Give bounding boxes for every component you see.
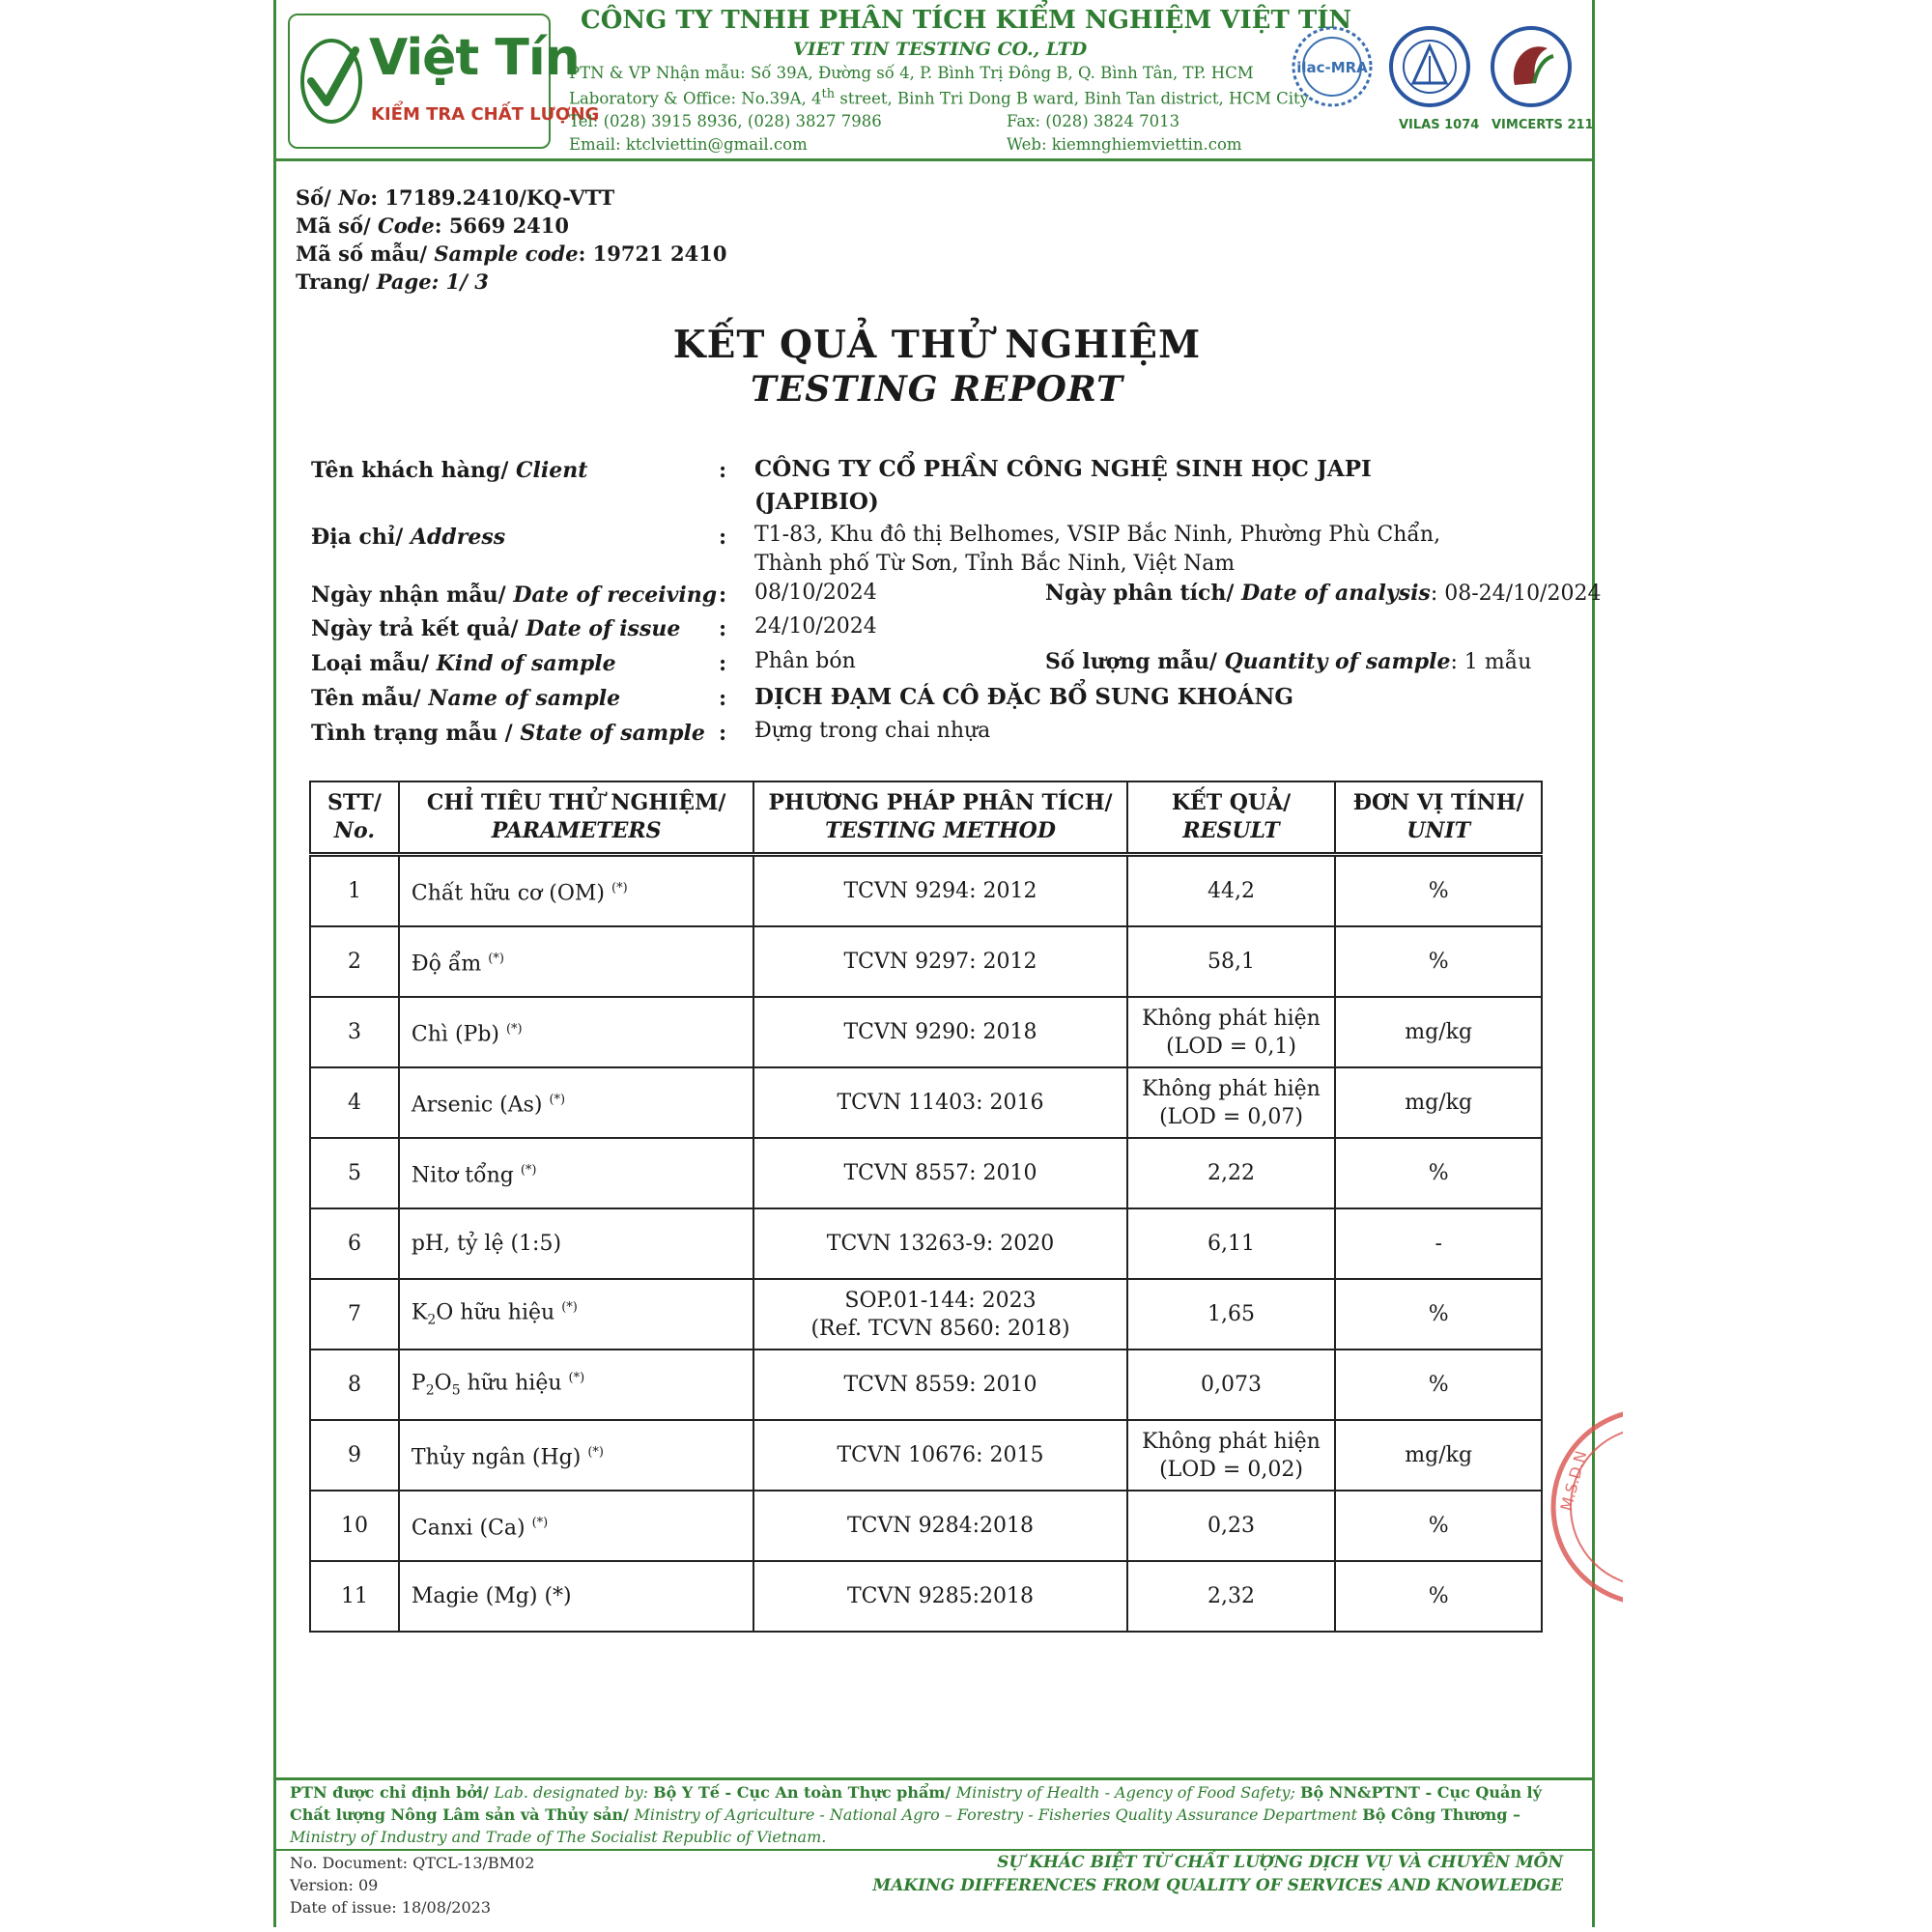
row-no: 4 (310, 1067, 399, 1138)
row-result: 0,073 (1127, 1350, 1336, 1420)
vimcerts-label: VIMCERTS 211 (1492, 118, 1594, 132)
row-unit: % (1335, 1491, 1542, 1561)
address-en: Laboratory & Office: No.39A, 4th street, Binh Tri Dong B ward, Binh Tan district, HCM City (569, 87, 1310, 108)
table-row (310, 997, 1542, 1067)
row-method: TCVN 9284:2018 (753, 1491, 1126, 1561)
row-result: 2,32 (1127, 1561, 1336, 1632)
row-unit: % (1335, 1138, 1542, 1208)
company-name-en: VIET TIN TESTING CO., LTD (793, 39, 1088, 60)
row-method: TCVN 9294: 2012 (753, 855, 1126, 927)
client-value-line2: (JAPIBIO) (754, 489, 879, 515)
date-analysis: Ngày phân tích/ Date of analysis: 08-24/10/2024 (1045, 581, 1602, 606)
col-header-parameters: CHỈ TIÊU THỬ NGHIỆM/ PARAMETERS (399, 781, 753, 855)
company-seal-stamp-icon (1546, 1396, 1623, 1618)
date-issue-label: Ngày trả kết quả/ Date of issue (311, 616, 681, 641)
row-no: 6 (310, 1208, 399, 1279)
row-result: Không phát hiện (LOD = 0,1) (1127, 997, 1336, 1067)
name-of-sample-value: DỊCH ĐẠM CÁ CÔ ĐẶC BỔ SUNG KHOÁNG (754, 684, 1294, 710)
email: Email: ktclviettin@gmail.com (569, 135, 808, 154)
kind-of-sample-value: Phân bón (754, 649, 856, 673)
row-unit: % (1335, 1279, 1542, 1350)
quantity-of-sample: Số lượng mẫu/ Quantity of sample: 1 mẫu (1045, 649, 1532, 674)
document-date: Date of issue: 18/08/2023 (290, 1898, 491, 1917)
document-number: No. Document: QTCL-13/BM02 (290, 1854, 535, 1872)
table-row (310, 1208, 1542, 1279)
document-version: Version: 09 (290, 1876, 379, 1894)
row-no: 9 (310, 1420, 399, 1491)
row-result: 1,65 (1127, 1279, 1336, 1350)
colon: : (719, 582, 727, 608)
logo-tagline: KIỂM TRA CHẤT LƯỢNG (371, 104, 600, 125)
date-receiving-value: 08/10/2024 (754, 581, 877, 605)
row-parameter: Canxi (Ca) (*) (399, 1491, 753, 1561)
logo-name: Việt Tín (369, 29, 580, 87)
row-method: TCVN 9285:2018 (753, 1561, 1126, 1632)
row-no: 11 (310, 1561, 399, 1632)
website: Web: kiemnghiemviettin.com (1007, 135, 1242, 154)
row-no: 2 (310, 926, 399, 997)
row-method: TCVN 9297: 2012 (753, 926, 1126, 997)
row-no: 5 (310, 1138, 399, 1208)
client-label: Tên khách hàng/ Client (311, 458, 588, 483)
page-number: Trang/ Page: 1/ 3 (296, 270, 489, 294)
row-no: 1 (310, 855, 399, 927)
report-title-vn: KẾT QUẢ THỬ NGHIỆM (672, 323, 1202, 367)
address-value-line1: T1-83, Khu đô thị Belhomes, VSIP Bắc Ninh, Phường Phù Chẩn, (754, 523, 1441, 547)
row-method: SOP.01-144: 2023 (Ref. TCVN 8560: 2018) (753, 1279, 1126, 1350)
row-method: TCVN 9290: 2018 (753, 997, 1126, 1067)
row-unit: % (1335, 1561, 1542, 1632)
date-issue-value: 24/10/2024 (754, 614, 877, 639)
address-label: Địa chỉ/ Address (311, 525, 506, 550)
row-result: 44,2 (1127, 855, 1336, 927)
ilac-mra-badge-icon (1291, 25, 1374, 108)
row-result: 6,11 (1127, 1208, 1336, 1279)
col-header-unit: ĐƠN VỊ TÍNH/ UNIT (1335, 781, 1542, 855)
row-result: 2,22 (1127, 1138, 1336, 1208)
viettin-logo (288, 14, 600, 149)
colon: : (719, 686, 727, 711)
report-page (273, 0, 1602, 1927)
table-row (310, 1138, 1542, 1208)
vimcerts-badge-icon (1490, 25, 1573, 108)
company-name-vn: CÔNG TY TNHH PHÂN TÍCH KIỂM NGHIỆM VIỆT TÍN (581, 6, 1352, 35)
row-result: Không phát hiện (LOD = 0,07) (1127, 1067, 1336, 1138)
row-method: TCVN 13263-9: 2020 (753, 1208, 1126, 1279)
row-method: TCVN 10676: 2015 (753, 1420, 1126, 1491)
row-unit: % (1335, 926, 1542, 997)
table-row (310, 1491, 1542, 1561)
report-number: Số/ No: 17189.2410/KQ-VTT (296, 185, 615, 210)
table-row (310, 1561, 1542, 1632)
row-result: 0,23 (1127, 1491, 1336, 1561)
row-unit: - (1335, 1208, 1542, 1279)
sample-code: Mã số mẫu/ Sample code: 19721 2410 (296, 242, 727, 266)
date-receiving-label: Ngày nhận mẫu/ Date of receiving (311, 582, 718, 608)
col-header-method: PHƯƠNG PHÁP PHÂN TÍCH/ TESTING METHOD (753, 781, 1126, 855)
row-unit: mg/kg (1335, 997, 1542, 1067)
kind-of-sample-label: Loại mẫu/ Kind of sample (311, 651, 616, 676)
header-divider (276, 158, 1592, 161)
colon: : (719, 721, 727, 746)
row-no: 10 (310, 1491, 399, 1561)
footer-divider-2 (276, 1849, 1592, 1851)
table-header-row (310, 781, 1542, 855)
row-no: 8 (310, 1350, 399, 1420)
colon: : (719, 458, 727, 483)
row-parameter: $P_2O_5$ hữu hiệu (*) (399, 1350, 753, 1420)
fax: Fax: (028) 3824 7013 (1007, 112, 1180, 130)
slogan-vn: SỰ KHÁC BIỆT TỪ CHẤT LƯỢNG DỊCH VỤ VÀ CHUYÊN MÔN (997, 1853, 1563, 1872)
row-no: 3 (310, 997, 399, 1067)
checkmark-circle-icon (299, 37, 363, 126)
row-parameter: $K_2O$ hữu hiệu (*) (399, 1279, 753, 1350)
lab-designation: PTN được chỉ định bởi/ Lab. designated by: Bộ Y Tế - Cục An toàn Thực phẩm/ Ministry of Health - Agency of Food Safety; Bộ NN&PTNT - Cục Quản lý Chất lượng Nông Lâm sản và Thủy sản/ Ministry of Agriculture - National Agro – Forestry - Fisheries Quality Assurance Department Bộ Công Thương – Ministry of Industry and Trade of The Socialist Republic of Vietnam. (290, 1783, 1542, 1846)
colon: : (719, 525, 727, 550)
table-row (310, 1067, 1542, 1138)
row-parameter: Chất hữu cơ (OM) (*) (399, 855, 753, 927)
footer-divider (276, 1777, 1592, 1780)
vilas-accreditation-badge-icon (1388, 25, 1471, 108)
row-unit: % (1335, 1350, 1542, 1420)
row-parameter: Chì (Pb) (*) (399, 997, 753, 1067)
col-header-no: STT/ No. (310, 781, 399, 855)
row-parameter: pH, tỷ lệ (1:5) (399, 1208, 753, 1279)
telephone: Tel: (028) 3915 8936, (028) 3827 7986 (569, 112, 882, 130)
table-row (310, 1420, 1542, 1491)
slogan-en: MAKING DIFFERENCES FROM QUALITY OF SERVICES AND KNOWLEDGE (872, 1876, 1563, 1895)
row-no: 7 (310, 1279, 399, 1350)
state-of-sample-value: Đựng trong chai nhựa (754, 719, 991, 743)
results-table (309, 781, 1543, 1633)
ilac-badge-text: ilac-MRA (1296, 59, 1368, 76)
report-code: Mã số/ Code: 5669 2410 (296, 213, 570, 238)
row-parameter: Magie (Mg) (*) (399, 1561, 753, 1632)
row-method: TCVN 8559: 2010 (753, 1350, 1126, 1420)
vilas-label: VILAS 1074 (1399, 118, 1480, 132)
row-unit: mg/kg (1335, 1067, 1542, 1138)
report-title-en: TESTING REPORT (751, 369, 1123, 410)
name-of-sample-label: Tên mẫu/ Name of sample (311, 686, 621, 711)
state-of-sample-label: Tình trạng mẫu / State of sample (311, 721, 705, 746)
col-header-result: KẾT QUẢ/ RESULT (1127, 781, 1336, 855)
table-row (310, 1279, 1542, 1350)
address-vn: PTN & VP Nhận mẫu: Số 39A, Đường số 4, P. Bình Trị Đông B, Q. Bình Tân, TP. HCM (569, 64, 1254, 82)
row-result: Không phát hiện (LOD = 0,02) (1127, 1420, 1336, 1491)
row-parameter: Nitơ tổng (*) (399, 1138, 753, 1208)
svg-text:M.S.D.N: M.S.D.N (1556, 1448, 1591, 1514)
address-value-line2: Thành phố Từ Sơn, Tỉnh Bắc Ninh, Việt Nam (754, 552, 1236, 576)
table-row (310, 855, 1542, 927)
table-row (310, 1350, 1542, 1420)
row-method: TCVN 11403: 2016 (753, 1067, 1126, 1138)
row-unit: mg/kg (1335, 1420, 1542, 1491)
row-parameter: Độ ẩm (*) (399, 926, 753, 997)
row-parameter: Thủy ngân (Hg) (*) (399, 1420, 753, 1491)
client-value-line1: CÔNG TY CỔ PHẦN CÔNG NGHỆ SINH HỌC JAPI (754, 456, 1372, 482)
row-method: TCVN 8557: 2010 (753, 1138, 1126, 1208)
colon: : (719, 616, 727, 641)
colon: : (719, 651, 727, 676)
table-row (310, 926, 1542, 997)
row-unit: % (1335, 855, 1542, 927)
row-parameter: Arsenic (As) (*) (399, 1067, 753, 1138)
row-result: 58,1 (1127, 926, 1336, 997)
